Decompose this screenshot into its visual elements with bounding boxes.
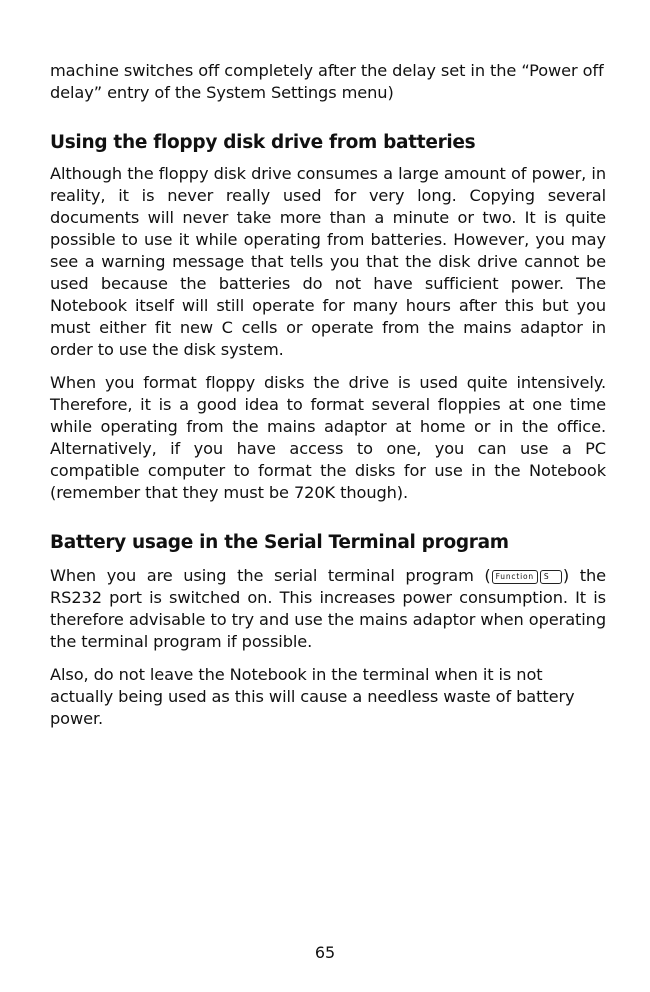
s-key-glyph: S — [540, 570, 562, 584]
serial-text-before-keys: When you are using the serial terminal program ( — [50, 566, 491, 585]
function-key-glyph: Function — [492, 570, 538, 584]
paragraph-floppy-power: Although the floppy disk drive consumes a large amount of power, in reality, it is never really used for very long. Copying several documents will never take more than a minute or two. It is quite possible to use it while operating from batteries. However, you may see a warning message that tells you that the disk drive cannot be used because the batteries do not have sufficient power. The Notebook itself will still operate for many hours after this but you must either fit new C cells or operate from the mains adaptor in order to use the disk system. — [50, 164, 606, 359]
paragraph-serial-terminal — [50, 565, 606, 653]
heading-floppy-batteries: Using the floppy disk drive from batteries — [50, 132, 476, 153]
paragraph-floppy-format: When you format floppy disks the drive is used quite intensively. Therefore, it is a good idea to format several floppies at one time while operating from the mains adaptor at home or in the office. Alternatively, if you have access to one, you can use a PC compatible computer to format the disks for use in the Notebook (remember that they must be 720K though). — [50, 373, 606, 502]
intro-paragraph: machine switches off completely after the delay set in the “Power off delay” entry of the System Settings menu) — [50, 61, 604, 102]
paragraph-terminal-idle: Also, do not leave the Notebook in the terminal when it is not actually being used as this will cause a needless waste of battery power. — [50, 665, 575, 728]
serial-text-after-keys: ) the RS232 port is switched on. This increases power consumption. It is therefore advisable to try and use the mains adaptor when operating the terminal program if possible. — [50, 566, 606, 651]
page-number: 65 — [314, 943, 336, 962]
heading-serial-terminal: Battery usage in the Serial Terminal program — [50, 532, 509, 553]
page-content — [50, 60, 606, 730]
